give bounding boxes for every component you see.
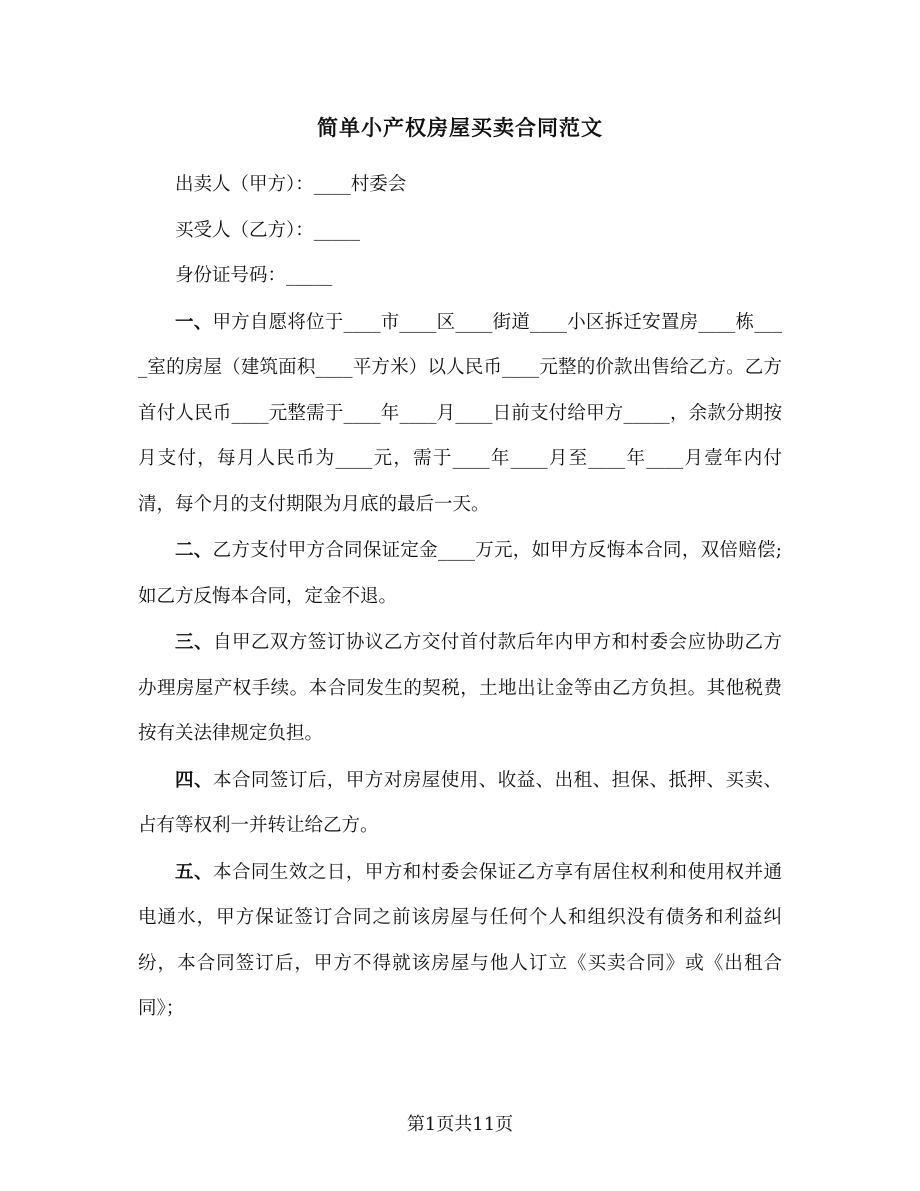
page-number-footer: 第1页共11页	[406, 1114, 514, 1135]
id-number-line: 身份证号码：_____	[175, 265, 333, 286]
clause-text: 自甲乙双方签订协议乙方交付首付款后年内甲方和村委会应协助乙方办理房屋产权手续。本合同发生的契税，土地出让金等由乙方负担。其他税费按有关法律规定负担。	[138, 632, 782, 744]
clause-5	[138, 850, 782, 1032]
clause-3	[138, 620, 782, 757]
clause-text: 本合同签订后，甲方对房屋使用、收益、出租、担保、抵押、买卖、占有等权利一并转让给乙方。	[138, 769, 782, 836]
clause-number: 一、	[175, 311, 213, 333]
clause-number: 四、	[175, 769, 213, 791]
seller-line: 出卖人（甲方）：____村委会	[175, 174, 407, 195]
clause-text: 本合同生效之日，甲方和村委会保证乙方享有居住权利和使用权并通电通水，甲方保证签订合同之前该房屋与任何个人和组织没有债务和利益纠纷，本合同签订后，甲方不得就该房屋与他人订立《买卖合同》或《出租合同》；	[138, 861, 782, 1019]
clause-1	[138, 300, 782, 528]
clause-text: 甲方自愿将位于____市____区____街道____小区拆迁安置房____栋____室的房屋（建筑面积____平方米）以人民币____元整的价款出售给乙方。乙方首付人民币____元整需于____年____月____日前支付给甲方_____，余款分期按月支付，每月人民币为____元，需于____年____月至____年____月壹年内付清，每个月的支付期限为月底的最后一天。	[138, 311, 782, 515]
document-title: 简单小产权房屋买卖合同范文	[317, 115, 603, 140]
document-body	[138, 162, 782, 1032]
clause-text: 乙方支付甲方合同保证定金____万元，如甲方反悔本合同，双倍赔偿;如乙方反悔本合同，定金不退。	[138, 540, 782, 607]
clause-4	[138, 758, 782, 849]
clause-number: 二、	[175, 540, 213, 561]
clause-number: 五、	[175, 861, 213, 883]
clause-2	[138, 528, 782, 619]
buyer-line: 买受人（乙方）：_____	[175, 219, 361, 241]
clause-number: 三、	[175, 632, 213, 653]
